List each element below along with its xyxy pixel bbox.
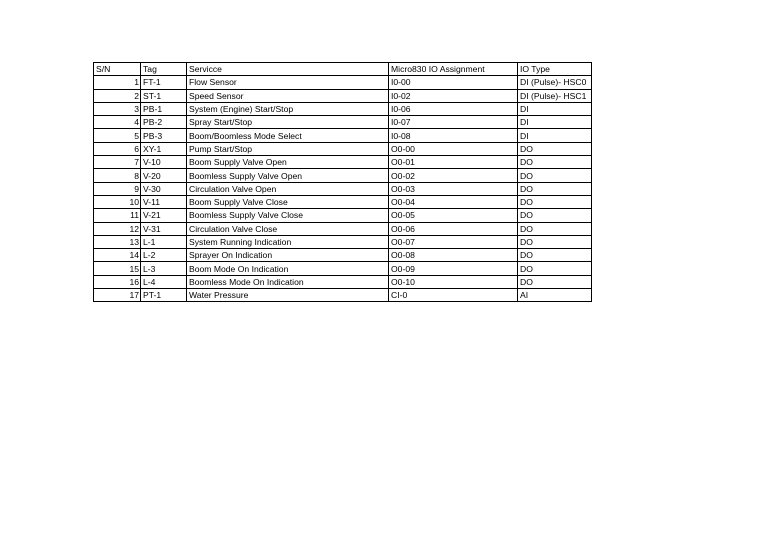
cell-tag[interactable]: ST-1 bbox=[141, 89, 187, 102]
table-row bbox=[94, 235, 592, 248]
cell-tag[interactable]: PT-1 bbox=[141, 289, 187, 302]
cell-io-assignment[interactable]: O0-07 bbox=[389, 235, 518, 248]
cell-service[interactable]: Speed Sensor bbox=[187, 89, 389, 102]
cell-io-type[interactable]: DO bbox=[518, 262, 592, 275]
cell-sn[interactable]: 5 bbox=[94, 129, 141, 142]
cell-tag[interactable]: V-30 bbox=[141, 182, 187, 195]
spreadsheet-sheet bbox=[93, 62, 592, 302]
cell-tag[interactable]: PB-2 bbox=[141, 116, 187, 129]
table-row bbox=[94, 169, 592, 182]
table-row bbox=[94, 76, 592, 89]
cell-service[interactable]: Circulation Valve Open bbox=[187, 182, 389, 195]
cell-io-type[interactable]: DO bbox=[518, 156, 592, 169]
cell-sn[interactable]: 6 bbox=[94, 142, 141, 155]
cell-io-assignment[interactable]: O0-05 bbox=[389, 209, 518, 222]
cell-io-type[interactable]: AI bbox=[518, 289, 592, 302]
cell-io-assignment[interactable]: I0-08 bbox=[389, 129, 518, 142]
table-row bbox=[94, 275, 592, 288]
cell-service[interactable]: Water Pressure bbox=[187, 289, 389, 302]
cell-sn[interactable]: 12 bbox=[94, 222, 141, 235]
table-row bbox=[94, 182, 592, 195]
cell-io-assignment[interactable]: I0-07 bbox=[389, 116, 518, 129]
header-io-assignment[interactable]: Micro830 IO Assignment bbox=[389, 63, 518, 76]
table-row bbox=[94, 116, 592, 129]
cell-io-type[interactable]: DI bbox=[518, 102, 592, 115]
cell-sn[interactable]: 10 bbox=[94, 195, 141, 208]
cell-io-assignment[interactable]: O0-01 bbox=[389, 156, 518, 169]
table-row bbox=[94, 289, 592, 302]
cell-sn[interactable]: 14 bbox=[94, 249, 141, 262]
cell-service[interactable]: Sprayer On Indication bbox=[187, 249, 389, 262]
cell-io-type[interactable]: DO bbox=[518, 169, 592, 182]
header-service[interactable]: Servicce bbox=[187, 63, 389, 76]
table-row bbox=[94, 209, 592, 222]
cell-sn[interactable]: 7 bbox=[94, 156, 141, 169]
cell-io-type[interactable]: DO bbox=[518, 195, 592, 208]
cell-tag[interactable]: PB-1 bbox=[141, 102, 187, 115]
cell-tag[interactable]: L-2 bbox=[141, 249, 187, 262]
cell-io-assignment[interactable]: I0-02 bbox=[389, 89, 518, 102]
cell-tag[interactable]: PB-3 bbox=[141, 129, 187, 142]
cell-sn[interactable]: 1 bbox=[94, 76, 141, 89]
header-sn[interactable]: S/N bbox=[94, 63, 141, 76]
cell-tag[interactable]: V-20 bbox=[141, 169, 187, 182]
cell-service[interactable]: Boomless Supply Valve Open bbox=[187, 169, 389, 182]
cell-service[interactable]: Boom/Boomless Mode Select bbox=[187, 129, 389, 142]
cell-tag[interactable]: V-31 bbox=[141, 222, 187, 235]
cell-tag[interactable]: XY-1 bbox=[141, 142, 187, 155]
cell-service[interactable]: Boomless Supply Valve Close bbox=[187, 209, 389, 222]
cell-service[interactable]: Spray Start/Stop bbox=[187, 116, 389, 129]
cell-io-type[interactable]: DO bbox=[518, 235, 592, 248]
cell-io-assignment[interactable]: O0-09 bbox=[389, 262, 518, 275]
cell-tag[interactable]: V-11 bbox=[141, 195, 187, 208]
header-tag[interactable]: Tag bbox=[141, 63, 187, 76]
cell-sn[interactable]: 3 bbox=[94, 102, 141, 115]
table-row bbox=[94, 222, 592, 235]
cell-io-type[interactable]: DO bbox=[518, 142, 592, 155]
cell-service[interactable]: System Running Indication bbox=[187, 235, 389, 248]
cell-sn[interactable]: 16 bbox=[94, 275, 141, 288]
cell-io-assignment[interactable]: O0-02 bbox=[389, 169, 518, 182]
cell-io-type[interactable]: DO bbox=[518, 275, 592, 288]
cell-tag[interactable]: L-3 bbox=[141, 262, 187, 275]
cell-io-type[interactable]: DI bbox=[518, 129, 592, 142]
table-row bbox=[94, 262, 592, 275]
cell-io-type[interactable]: DI (Pulse)- HSC0 bbox=[518, 76, 592, 89]
cell-service[interactable]: Pump Start/Stop bbox=[187, 142, 389, 155]
cell-tag[interactable]: V-10 bbox=[141, 156, 187, 169]
cell-io-assignment[interactable]: O0-10 bbox=[389, 275, 518, 288]
cell-service[interactable]: Boomless Mode On Indication bbox=[187, 275, 389, 288]
table-row bbox=[94, 129, 592, 142]
cell-service[interactable]: Flow Sensor bbox=[187, 76, 389, 89]
header-io-type[interactable]: IO Type bbox=[518, 63, 592, 76]
cell-service[interactable]: Circulation Valve Close bbox=[187, 222, 389, 235]
cell-tag[interactable]: L-4 bbox=[141, 275, 187, 288]
cell-io-type[interactable]: DO bbox=[518, 222, 592, 235]
cell-sn[interactable]: 4 bbox=[94, 116, 141, 129]
cell-io-assignment[interactable]: O0-06 bbox=[389, 222, 518, 235]
table-row bbox=[94, 195, 592, 208]
cell-sn[interactable]: 11 bbox=[94, 209, 141, 222]
table-row bbox=[94, 142, 592, 155]
cell-io-assignment[interactable]: O0-04 bbox=[389, 195, 518, 208]
cell-sn[interactable]: 2 bbox=[94, 89, 141, 102]
table-row bbox=[94, 102, 592, 115]
cell-io-type[interactable]: DI bbox=[518, 116, 592, 129]
cell-tag[interactable]: L-1 bbox=[141, 235, 187, 248]
cell-io-assignment[interactable]: O0-00 bbox=[389, 142, 518, 155]
io-assignment-table bbox=[93, 62, 592, 302]
cell-io-assignment[interactable]: O0-08 bbox=[389, 249, 518, 262]
table-row bbox=[94, 249, 592, 262]
table-row bbox=[94, 156, 592, 169]
cell-tag[interactable]: FT-1 bbox=[141, 76, 187, 89]
cell-tag[interactable]: V-21 bbox=[141, 209, 187, 222]
cell-sn[interactable]: 17 bbox=[94, 289, 141, 302]
cell-service[interactable]: Boom Supply Valve Open bbox=[187, 156, 389, 169]
cell-io-type[interactable]: DO bbox=[518, 182, 592, 195]
table-header-row bbox=[94, 63, 592, 76]
cell-io-type[interactable]: DI (Pulse)- HSC1 bbox=[518, 89, 592, 102]
cell-io-assignment[interactable]: I0-00 bbox=[389, 76, 518, 89]
cell-service[interactable]: System (Engine) Start/Stop bbox=[187, 102, 389, 115]
cell-sn[interactable]: 13 bbox=[94, 235, 141, 248]
cell-sn[interactable]: 15 bbox=[94, 262, 141, 275]
cell-io-assignment[interactable]: I0-06 bbox=[389, 102, 518, 115]
table-row bbox=[94, 89, 592, 102]
table-body bbox=[94, 76, 592, 302]
cell-io-assignment[interactable]: O0-03 bbox=[389, 182, 518, 195]
cell-io-type[interactable]: DO bbox=[518, 209, 592, 222]
cell-io-type[interactable]: DO bbox=[518, 249, 592, 262]
cell-sn[interactable]: 9 bbox=[94, 182, 141, 195]
cell-service[interactable]: Boom Mode On Indication bbox=[187, 262, 389, 275]
cell-service[interactable]: Boom Supply Valve Close bbox=[187, 195, 389, 208]
cell-sn[interactable]: 8 bbox=[94, 169, 141, 182]
cell-io-assignment[interactable]: CI-0 bbox=[389, 289, 518, 302]
